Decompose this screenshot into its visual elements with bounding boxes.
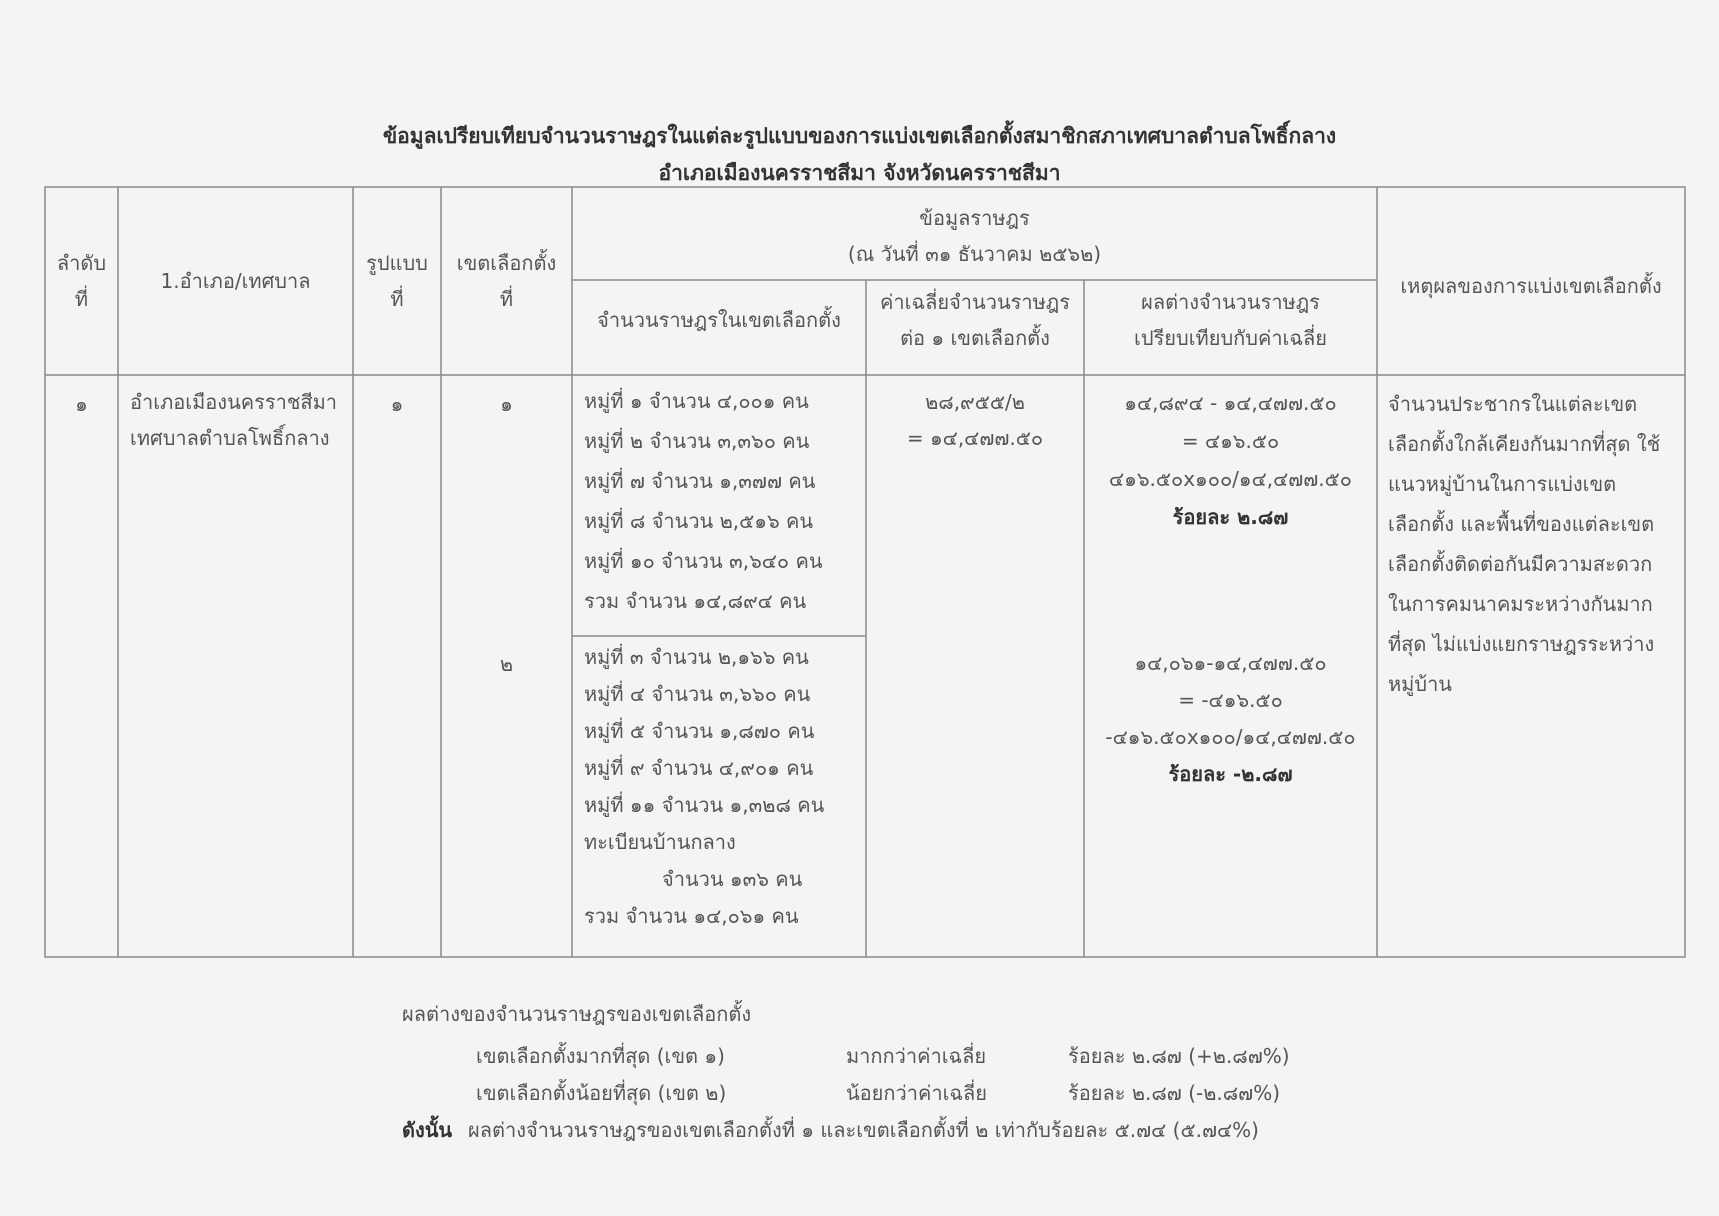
list-item: หมู่ที่ ๕ จำนวน ๑,๘๗๐ คน: [584, 719, 815, 743]
document-title: ข้อมูลเปรียบเทียบจำนวนราษฎรในแต่ละรูปแบบของการแบ่งเขตเลือกตั้งสมาชิกสภาเทศบาลตำบลโพธิ์กลาง: [382, 124, 1337, 148]
list-item: หมู่ที่ ๓ จำนวน ๒,๑๖๖ คน: [584, 645, 809, 669]
average-value: [866, 384, 1084, 456]
diff-1-percent: ร้อยละ ๒.๘๗: [1172, 505, 1289, 529]
header-average-line2: ต่อ ๑ เขตเลือกตั้ง: [900, 326, 1050, 350]
zone-2-villages: [584, 639, 824, 935]
zone-1-total: รวม จำนวน ๑๔,๘๙๔ คน: [584, 589, 807, 613]
header-order-line1: ลำดับ: [56, 251, 107, 275]
list-item: หมู่ที่ ๑ จำนวน ๔,๐๐๑ คน: [584, 389, 809, 413]
summary-max-compare: มากกว่าค่าเฉลี่ย: [846, 1044, 987, 1068]
header-population-line1: ข้อมูลราษฎร: [919, 206, 1030, 230]
zone-1-villages: [584, 381, 823, 621]
header-average-line1: ค่าเฉลี่ยจำนวนราษฎร: [880, 290, 1070, 314]
header-reason: เหตุผลของการแบ่งเขตเลือกตั้ง: [1400, 274, 1662, 298]
district-line1: อำเภอเมืองนครราชสีมา: [130, 390, 338, 414]
header-difference: [1084, 284, 1377, 356]
summary-min-label: เขตเลือกตั้งน้อยที่สุด (เขต ๒): [476, 1081, 727, 1105]
summary-min-compare: น้อยกว่าค่าเฉลี่ย: [846, 1081, 988, 1105]
list-item: ทะเบียนบ้านกลาง: [584, 830, 736, 854]
reason-line: แนวหมู่บ้านในการแบ่งเขต: [1388, 472, 1617, 496]
list-item: หมู่ที่ ๑๑ จำนวน ๑,๓๒๘ คน: [584, 793, 825, 817]
reason-line: จำนวนประชากรในแต่ละเขต: [1388, 392, 1638, 416]
reason-line: หมู่บ้าน: [1388, 672, 1452, 696]
reason-line: เลือกตั้ง และพื้นที่ของแต่ละเขต: [1388, 512, 1655, 536]
diff-2-calc: ๑๔,๐๖๑-๑๔,๔๗๗.๕๐: [1134, 651, 1327, 675]
list-item: หมู่ที่ ๔ จำนวน ๓,๖๖๐ คน: [584, 682, 811, 706]
document-subtitle: อำเภอเมืองนครราชสีมา จังหวัดนครราชสีมา: [658, 161, 1061, 185]
header-zone: [441, 245, 572, 317]
list-item: หมู่ที่ ๒ จำนวน ๓,๓๖๐ คน: [584, 429, 810, 453]
summary-min-value: ร้อยละ ๒.๘๗ (-๒.๘๗%): [1068, 1081, 1281, 1105]
row-order: ๑: [75, 392, 88, 416]
header-pattern: [353, 245, 441, 317]
header-population-data: [572, 200, 1377, 272]
header-population-line2: (ณ วันที่ ๓๑ ธันวาคม ๒๕๖๒): [847, 242, 1102, 266]
summary-conclusion-label: ดังนั้น: [402, 1118, 453, 1142]
zone-1-number: ๑: [500, 392, 513, 416]
zone-2-number: ๒: [499, 652, 514, 676]
row-pattern: ๑: [390, 392, 404, 416]
zone-1-difference: [1084, 384, 1377, 536]
average-line1: ๒๘,๙๕๕/๒: [925, 390, 1025, 414]
summary-heading: ผลต่างของจำนวนราษฎรของเขตเลือกตั้ง: [402, 1002, 752, 1026]
header-pattern-line2: ที่: [390, 287, 404, 311]
reason-line: ที่สุด ไม่แบ่งแยกราษฎรระหว่าง: [1388, 632, 1655, 656]
district-line2: เทศบาลตำบลโพธิ์กลาง: [130, 426, 330, 450]
list-item: หมู่ที่ ๙ จำนวน ๔,๙๐๑ คน: [584, 756, 814, 780]
reason-line: เลือกตั้งใกล้เคียงกันมากที่สุด ใช้: [1388, 432, 1661, 456]
reason-line: ในการคมนาคมระหว่างกันมาก: [1388, 592, 1653, 616]
zone-2-total: รวม จำนวน ๑๔,๐๖๑ คน: [584, 904, 799, 928]
list-item: หมู่ที่ ๗ จำนวน ๑,๓๗๗ คน: [584, 469, 816, 493]
reason-line: เลือกตั้งติดต่อกันมีความสะดวก: [1388, 552, 1653, 576]
summary-conclusion-text: ผลต่างจำนวนราษฎรของเขตเลือกตั้งที่ ๑ และเขตเลือกตั้งที่ ๒ เท่ากับร้อยละ ๕.๗๔ (๕.๗๔%): [468, 1118, 1259, 1142]
diff-2-percent-calc: -๔๑๖.๕๐x๑๐๐/๑๔,๔๗๗.๕๐: [1105, 725, 1356, 749]
zone-2-difference: [1084, 645, 1377, 793]
summary-max-label: เขตเลือกตั้งมากที่สุด (เขต ๑): [476, 1044, 725, 1068]
header-average: [866, 284, 1084, 356]
header-order-line2: ที่: [74, 287, 89, 311]
row-district: [130, 384, 337, 456]
list-item: จำนวน ๑๓๖ คน: [662, 867, 803, 891]
header-pattern-line1: รูปแบบ: [366, 251, 428, 275]
header-pop-in-zone: จำนวนราษฎรในเขตเลือกตั้ง: [597, 308, 841, 332]
header-order: [45, 245, 118, 317]
diff-1-result: = ๔๑๖.๕๐: [1181, 429, 1280, 453]
header-district: 1.อำเภอ/เทศบาล: [160, 269, 311, 293]
diff-2-result: = -๔๑๖.๕๐: [1178, 688, 1283, 712]
header-difference-line1: ผลต่างจำนวนราษฎร: [1141, 290, 1320, 314]
header-zone-line1: เขตเลือกตั้ง: [456, 251, 557, 275]
header-zone-line2: ที่: [499, 287, 514, 311]
list-item: หมู่ที่ ๘ จำนวน ๒,๕๑๖ คน: [584, 509, 814, 533]
average-line2: = ๑๔,๔๗๗.๕๐: [906, 426, 1044, 450]
diff-1-calc: ๑๔,๘๙๔ - ๑๔,๔๗๗.๕๐: [1124, 391, 1337, 415]
diff-2-percent: ร้อยละ -๒.๘๗: [1168, 762, 1293, 786]
diff-1-percent-calc: ๔๑๖.๕๐x๑๐๐/๑๔,๔๗๗.๕๐: [1108, 467, 1353, 491]
reason-text: [1388, 384, 1680, 704]
list-item: หมู่ที่ ๑๐ จำนวน ๓,๖๔๐ คน: [584, 549, 823, 573]
header-difference-line2: เปรียบเทียบกับค่าเฉลี่ย: [1134, 326, 1327, 350]
summary-max-value: ร้อยละ ๒.๘๗ (+๒.๘๗%): [1068, 1044, 1290, 1068]
